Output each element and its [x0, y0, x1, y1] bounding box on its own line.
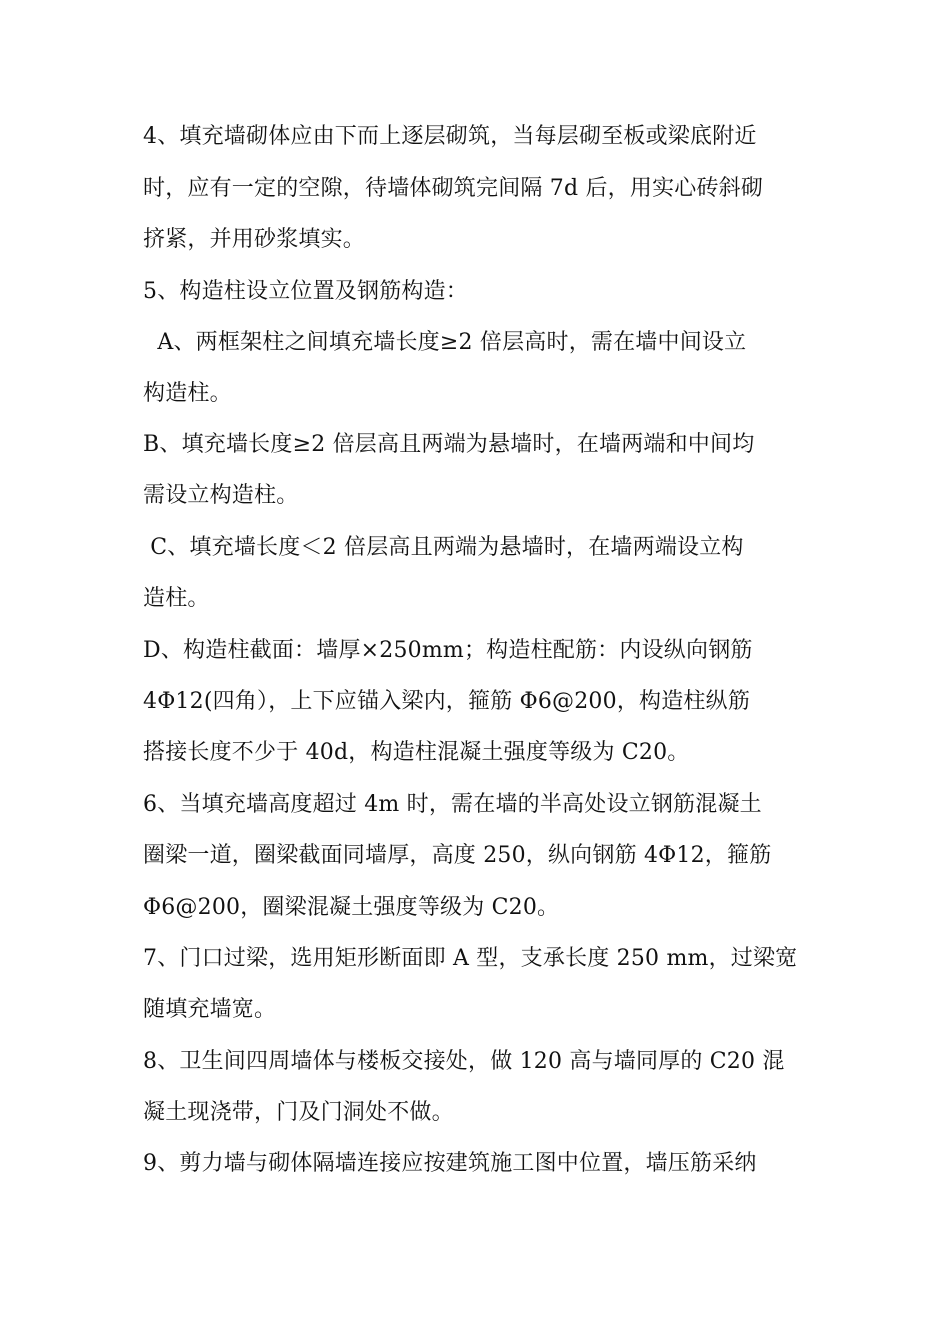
text-line: 需设立构造柱。: [143, 483, 299, 508]
text-line: B、填充墙长度≥2 倍层高且两端为悬墙时，在墙两端和中间均: [143, 432, 755, 457]
text-line: 4Φ12(四角），上下应锚入梁内，箍筋 Φ6@200，构造柱纵筋: [143, 689, 751, 714]
text-line: 8、卫生间四周墙体与楼板交接处，做 120 高与墙同厚的 C20 混: [143, 1049, 785, 1074]
text-line: 挤紧，并用砂浆填实。: [143, 227, 366, 252]
text-line: 构造柱。: [143, 381, 232, 406]
text-line: 9、剪力墙与砌体隔墙连接应按建筑施工图中位置，墙压筋采纳: [143, 1151, 757, 1176]
text-line: 凝土现浇带，门及门洞处不做。: [143, 1100, 454, 1125]
text-line: 5、构造柱设立位置及钢筋构造：: [143, 279, 468, 304]
text-line: 随填充墙宽。: [143, 997, 277, 1022]
text-line: A、两框架柱之间填充墙长度≥2 倍层高时，需在墙中间设立: [143, 330, 747, 355]
text-line: 7、门口过梁，选用矩形断面即 A 型，支承长度 250 mm，过梁宽: [143, 946, 798, 971]
text-line: 造柱。: [143, 586, 210, 611]
text-line: 时，应有一定的空隙，待墙体砌筑完间隔 7d 后，用实心砖斜砌: [143, 176, 764, 201]
text-line: 6、当填充墙高度超过 4m 时，需在墙的半高处设立钢筋混凝土: [143, 792, 762, 817]
text-line: 搭接长度不少于 40d，构造柱混凝土强度等级为 C20。: [143, 740, 690, 765]
text-line: D、构造柱截面：墙厚×250mm；构造柱配筋：内设纵向钢筋: [143, 638, 753, 663]
text-line: 4、填充墙砌体应由下而上逐层砌筑，当每层砌至板或梁底附近: [143, 124, 757, 149]
text-line: 圈梁一道，圈梁截面同墙厚，高度 250，纵向钢筋 4Φ12，箍筋: [143, 843, 772, 868]
text-line: C、填充墙长度＜2 倍层高且两端为悬墙时，在墙两端设立构: [143, 535, 744, 560]
text-line: Φ6@200，圈梁混凝土强度等级为 C20。: [143, 895, 560, 920]
